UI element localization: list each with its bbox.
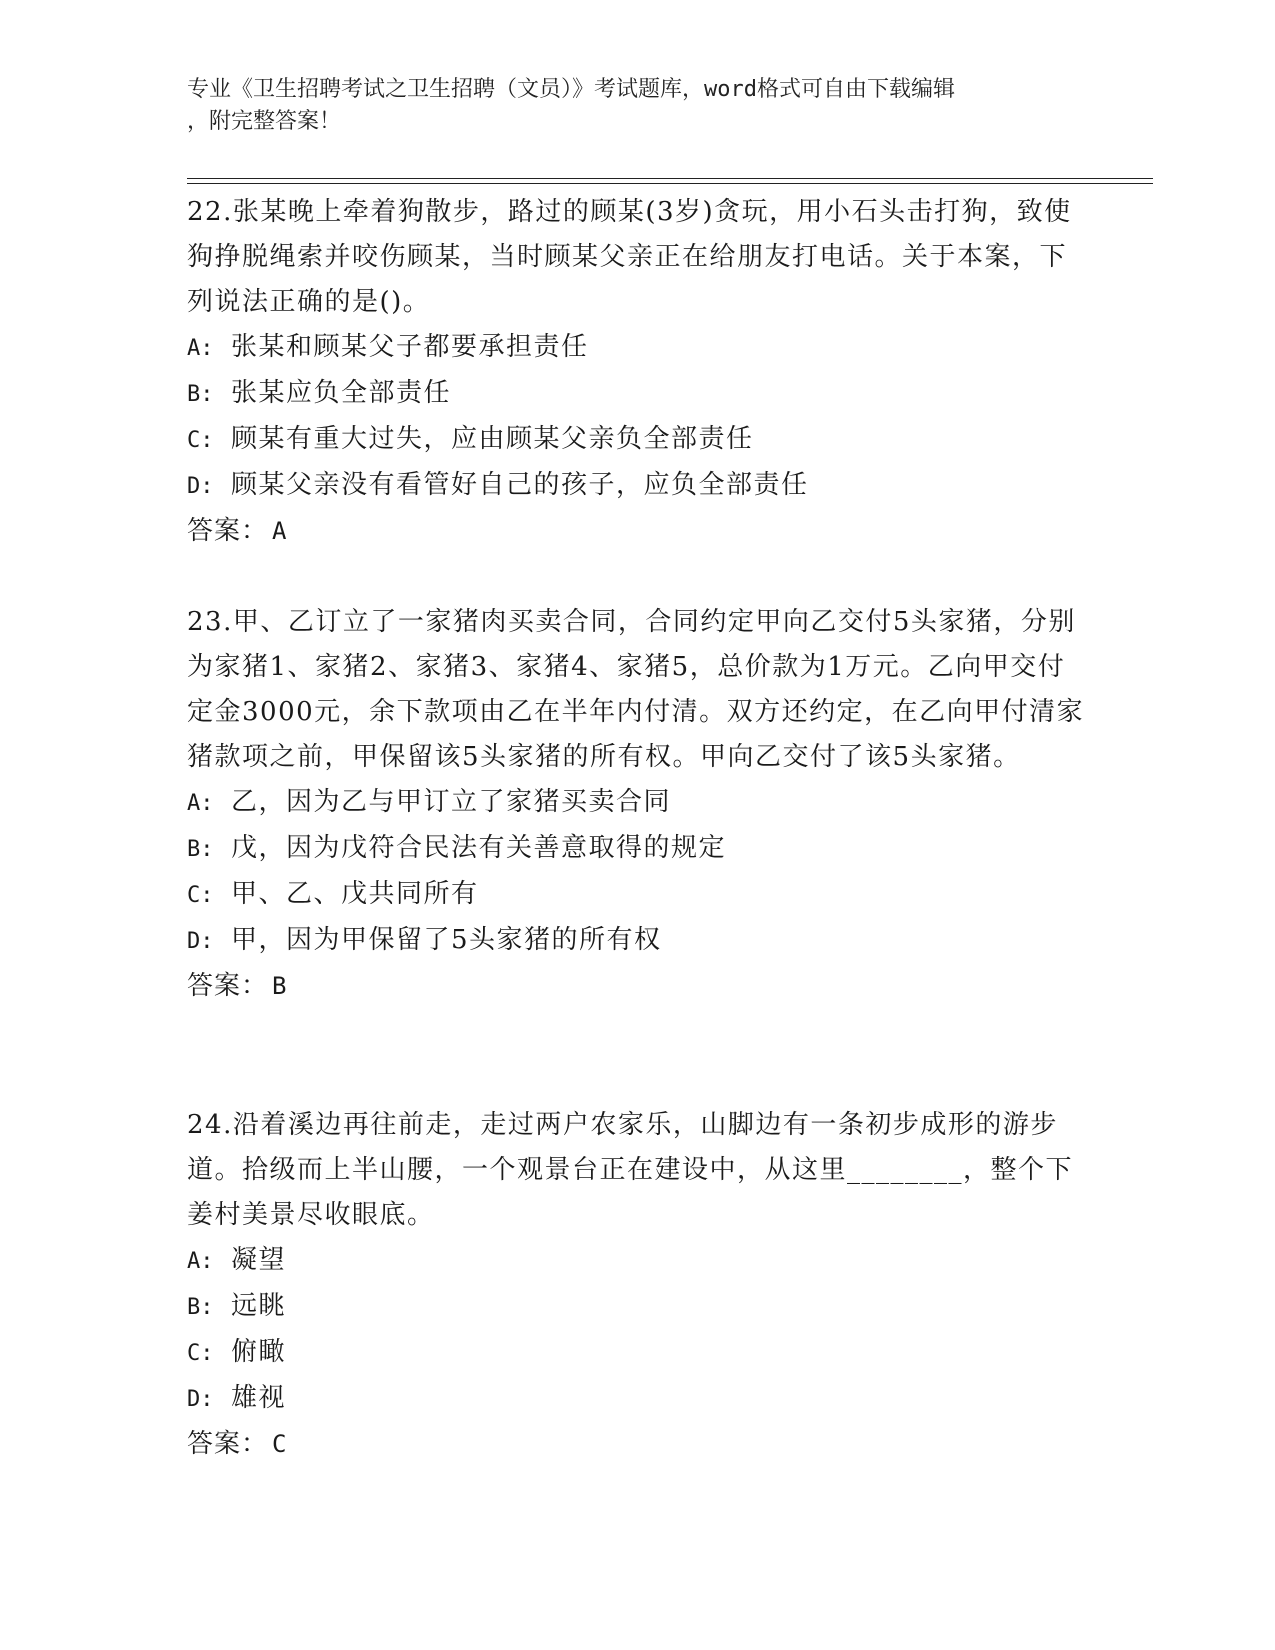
option-a [187, 1238, 1087, 1284]
option-text: 甲，因为甲保留了5头家猪的所有权 [231, 925, 662, 955]
option-a [187, 780, 1087, 826]
option-key: D: [187, 474, 214, 499]
option-text: 张某和顾某父子都要承担责任 [231, 332, 589, 362]
answer-label: 答案： [187, 1429, 269, 1459]
option-text: 俯瞰 [231, 1337, 287, 1367]
question-stem: 24.沿着溪边再往前走，走过两户农家乐，山脚边有一条初步成形的游步道。拾级而上半山腰，一个观景台正在建设中，从这里________，整个下姜村美景尽收眼底。 [187, 1110, 1074, 1230]
option-text: 雄视 [231, 1383, 287, 1413]
answer-value: A [272, 517, 288, 545]
option-key: C: [187, 883, 214, 908]
option-text: 甲、乙、戊共同所有 [231, 879, 479, 909]
option-d [187, 1376, 1087, 1422]
option-key: A: [187, 1249, 214, 1274]
option-d [187, 918, 1087, 964]
option-key: B: [187, 837, 214, 862]
header-line-2: ，附完整答案！ [187, 109, 342, 134]
option-text: 顾某有重大过失，应由顾某父亲负全部责任 [231, 424, 754, 454]
option-text: 顾某父亲没有看管好自己的孩子，应负全部责任 [231, 470, 809, 500]
answer-line [187, 1422, 1087, 1467]
answer-value: C [272, 1430, 288, 1458]
option-d [187, 463, 1087, 509]
option-key: D: [187, 929, 214, 954]
option-key: B: [187, 1295, 214, 1320]
option-text: 凝望 [231, 1245, 287, 1275]
option-text: 远眺 [231, 1291, 287, 1321]
option-a [187, 325, 1087, 371]
question-stem: 22.张某晚上牵着狗散步，路过的顾某(3岁)贪玩，用小石头击打狗，致使狗挣脱绳索并咬伤顾某，当时顾某父亲正在给朋友打电话。关于本案，下列说法正确的是()。 [187, 197, 1072, 317]
option-c [187, 1330, 1087, 1376]
answer-line [187, 509, 1087, 554]
option-key: C: [187, 428, 214, 453]
option-key: D: [187, 1387, 214, 1412]
option-key: A: [187, 791, 214, 816]
option-b [187, 371, 1087, 417]
option-c [187, 417, 1087, 463]
option-text: 张某应负全部责任 [231, 378, 452, 408]
header-divider-top [187, 178, 1153, 179]
question-23 [187, 600, 1087, 1009]
option-text: 乙，因为乙与甲订立了家猪买卖合同 [231, 787, 672, 817]
answer-label: 答案： [187, 516, 269, 546]
option-b [187, 826, 1087, 872]
answer-label: 答案： [187, 971, 269, 1001]
header-line-1: 专业《卫生招聘考试之卫生招聘（文员）》考试题库，word格式可自由下载编辑 [187, 77, 955, 102]
question-22 [187, 190, 1087, 554]
option-c [187, 872, 1087, 918]
answer-value: B [272, 972, 288, 1000]
document-header [187, 74, 1067, 138]
answer-line [187, 964, 1087, 1009]
question-24 [187, 1103, 1087, 1467]
option-b [187, 1284, 1087, 1330]
option-key: B: [187, 382, 214, 407]
header-divider-bottom [187, 183, 1153, 184]
option-text: 戊，因为戊符合民法有关善意取得的规定 [231, 833, 727, 863]
question-stem: 23.甲、乙订立了一家猪肉买卖合同，合同约定甲向乙交付5头家猪，分别为家猪1、家猪2、家猪3、家猪4、家猪5，总价款为1万元。乙向甲交付定金3000元，余下款项由乙在半年内付清。双方还约定，在乙向甲付清家猪款项之前，甲保留该5头家猪的所有权。甲向乙交付了该5头家猪。 [187, 607, 1085, 772]
option-key: A: [187, 336, 214, 361]
option-key: C: [187, 1341, 214, 1366]
